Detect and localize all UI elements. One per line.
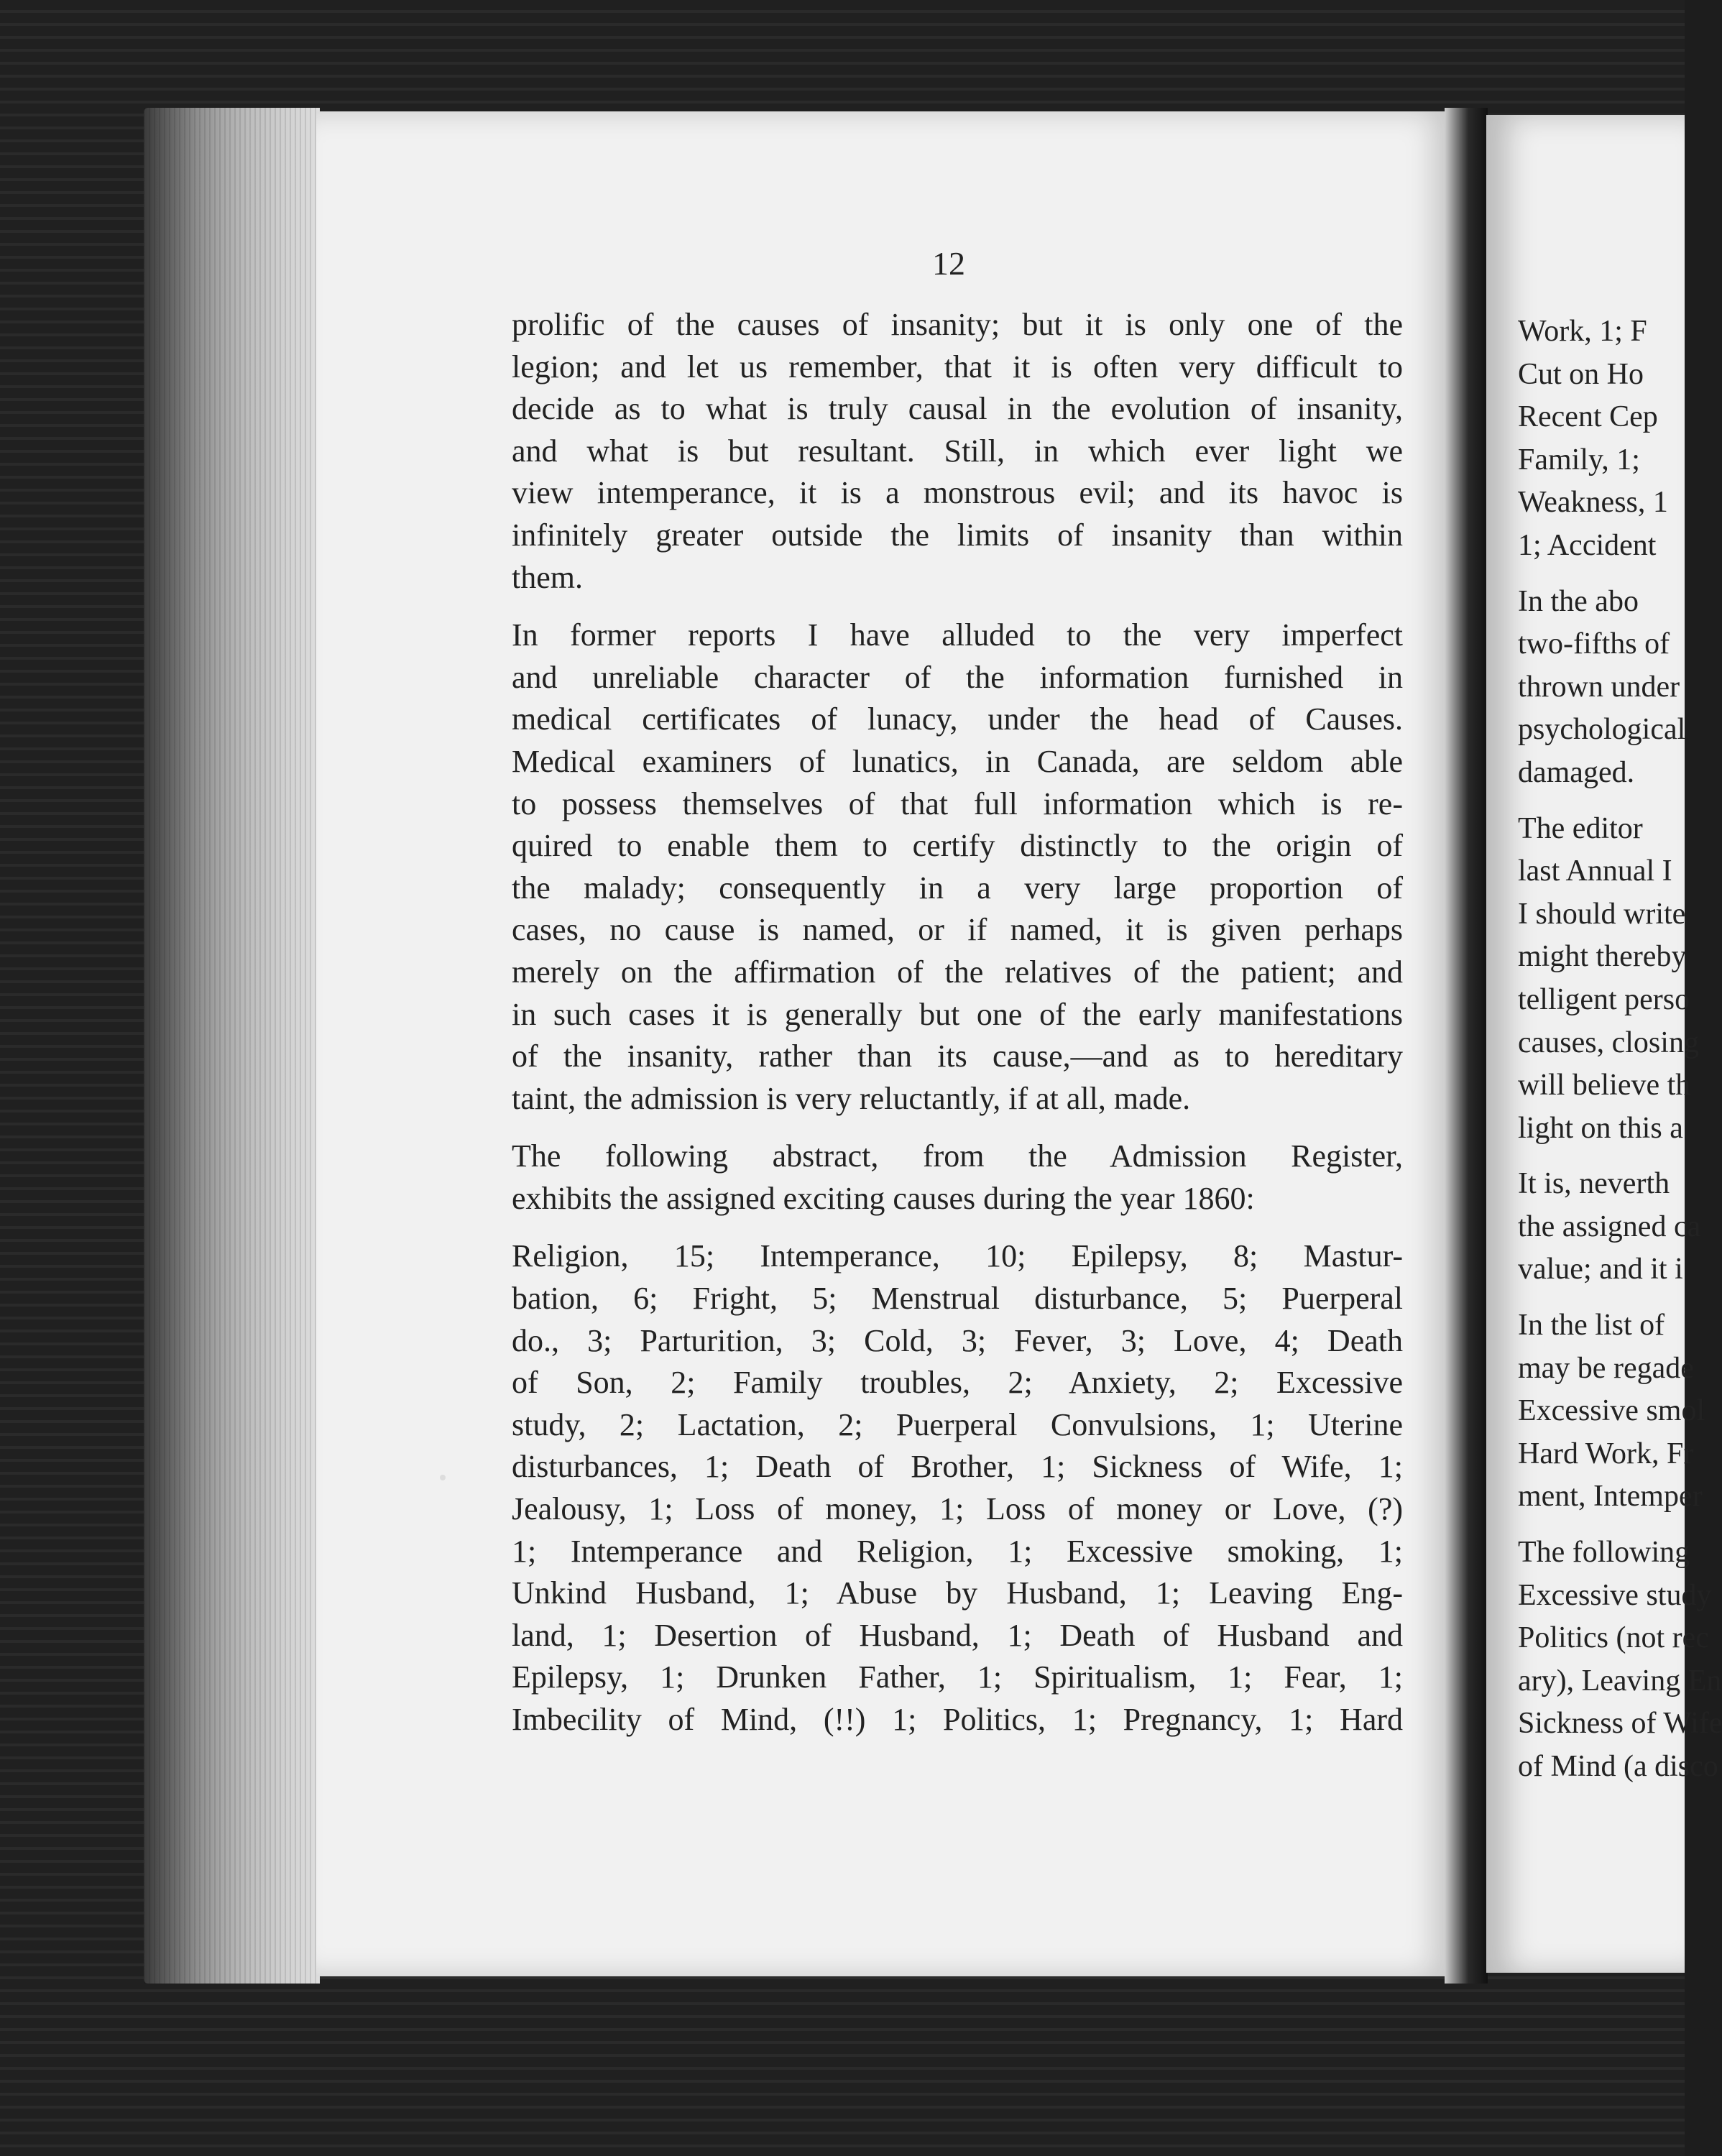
text-line: 1; Accident (1518, 528, 1657, 562)
text-line: Epilepsy, 1; Drunken Father, 1; Spiritualism, 1; Fear, 1; (512, 1659, 1403, 1695)
text-line: Work, 1; F (1518, 315, 1647, 348)
text-line: will believe th (1518, 1069, 1691, 1102)
right-page-text (1518, 310, 1722, 1789)
text-line: may be regade (1518, 1351, 1694, 1385)
text-line: last Annual I (1518, 854, 1672, 888)
text-line: and unreliable character of the information furnished in (512, 659, 1403, 695)
text-line: It is, neverth (1518, 1167, 1670, 1201)
text-line: thrown under (1518, 670, 1680, 704)
text-line: The following abstract, from the Admission Register, (512, 1138, 1403, 1174)
text-line: of Mind (a disco (1518, 1750, 1718, 1783)
page-number: 12 (932, 245, 965, 282)
text-line: do., 3; Parturition, 3; Cold, 3; Fever, 3; Love, 4; Death (512, 1322, 1403, 1358)
text-line: causes, closing (1518, 1026, 1699, 1059)
text-line: In former reports I have alluded to the very imperfect (512, 617, 1403, 653)
paragraph-gap (1518, 1291, 1690, 1304)
dust-speck (440, 1475, 446, 1480)
text-line: bation, 6; Fright, 5; Menstrual disturbance, 5; Puerperal (512, 1281, 1403, 1317)
text-line: Cut on Ho (1518, 357, 1644, 391)
paragraph-gap (1518, 1150, 1690, 1163)
paragraph-gap (1518, 1519, 1690, 1531)
text-line: view intemperance, it is a monstrous evil; and its havoc is (512, 475, 1403, 511)
text-line: In the list of (1518, 1309, 1665, 1342)
left-page-text (512, 304, 1403, 1741)
text-line: two-fifths of (1518, 627, 1670, 661)
text-line: Medical examiners of lunatics, in Canada, are seldom able (512, 743, 1403, 779)
text-line: to possess themselves of that full information which is re- (512, 786, 1403, 821)
text-line: Recent Cep (1518, 400, 1658, 434)
text-line: Politics (not rec (1518, 1621, 1709, 1655)
text-line: In the abo (1518, 584, 1639, 618)
book-gutter (1445, 108, 1488, 1984)
text-line: 1; Intemperance and Religion, 1; Excessive smoking, 1; (512, 1533, 1403, 1569)
paragraph-gap (1518, 795, 1690, 808)
text-line: telligent perso (1518, 982, 1690, 1016)
text-line: Unkind Husband, 1; Abuse by Husband, 1; Leaving Eng- (512, 1575, 1403, 1611)
text-line: Excessive study (1518, 1578, 1712, 1612)
text-line: exhibits the assigned exciting causes during the year 1860: (512, 1180, 1255, 1216)
text-line: land, 1; Desertion of Husband, 1; Death of Husband and (512, 1617, 1403, 1653)
text-line: prolific of the causes of insanity; but it is only one of the (512, 307, 1403, 342)
text-line: I should write (1518, 897, 1686, 931)
text-line: ary), Leaving En (1518, 1664, 1722, 1697)
text-line: merely on the affirmation of the relatives of the patient; and (512, 954, 1403, 990)
text-line: them. (512, 559, 583, 595)
text-line: study, 2; Lactation, 2; Puerperal Convulsions, 1; Uterine (512, 1406, 1403, 1442)
page-edge-lines (144, 108, 320, 1984)
text-line: Imbecility of Mind, (!!) 1; Politics, 1; Pregnancy, 1; Hard (512, 1702, 1403, 1737)
text-line: and what is but resultant. Still, in which ever light we (512, 433, 1403, 469)
text-line: Hard Work, Fr (1518, 1437, 1694, 1470)
text-line: The following (1518, 1536, 1690, 1570)
text-line: light on this a (1518, 1111, 1683, 1145)
text-line: medical certificates of lunacy, under the head of Causes. (512, 701, 1403, 737)
text-line: ment, Intemper (1518, 1480, 1703, 1514)
paragraph-gap (512, 1120, 1403, 1135)
text-line: in such cases it is generally but one of the early manifestations (512, 996, 1403, 1032)
text-line: decide as to what is truly causal in the evolution of insanity, (512, 391, 1403, 427)
text-line: psychological (1518, 713, 1686, 747)
text-line: value; and it i (1518, 1253, 1683, 1286)
paragraph-gap (512, 1220, 1403, 1235)
text-line: disturbances, 1; Death of Brother, 1; Sickness of Wife, 1; (512, 1449, 1403, 1485)
text-line: Family, 1; (1518, 443, 1640, 476)
text-line: might thereby (1518, 940, 1687, 974)
text-line: Weakness, 1 (1518, 486, 1668, 520)
text-line: of the insanity, rather than its cause,—and as to hereditary (512, 1038, 1403, 1074)
paragraph-gap (1518, 568, 1690, 581)
text-line: Jealousy, 1; Loss of money, 1; Loss of money or Love, (?) (512, 1491, 1403, 1527)
text-line: the malady; consequently in a very large proportion of (512, 870, 1403, 906)
text-line: Sickness of Wife (1518, 1707, 1722, 1741)
text-line: of Son, 2; Family troubles, 2; Anxiety, 2; Excessive (512, 1365, 1403, 1401)
text-line: damaged. (1518, 755, 1635, 789)
text-line: the assigned ca (1518, 1210, 1701, 1243)
text-line: The editor (1518, 811, 1643, 845)
paragraph-gap (512, 599, 1403, 614)
text-line: infinitely greater outside the limits of insanity than within (512, 517, 1403, 553)
text-line: Excessive smol (1518, 1394, 1705, 1428)
text-line: quired to enable them to certify distinctly to the origin of (512, 828, 1403, 864)
text-line: taint, the admission is very reluctantly, if at all, made. (512, 1080, 1191, 1116)
text-line: cases, no cause is named, or if named, it is given perhaps (512, 912, 1403, 948)
text-line: legion; and let us remember, that it is often very difficult to (512, 349, 1403, 384)
text-line: Religion, 15; Intemperance, 10; Epilepsy, 8; Mastur- (512, 1238, 1403, 1274)
